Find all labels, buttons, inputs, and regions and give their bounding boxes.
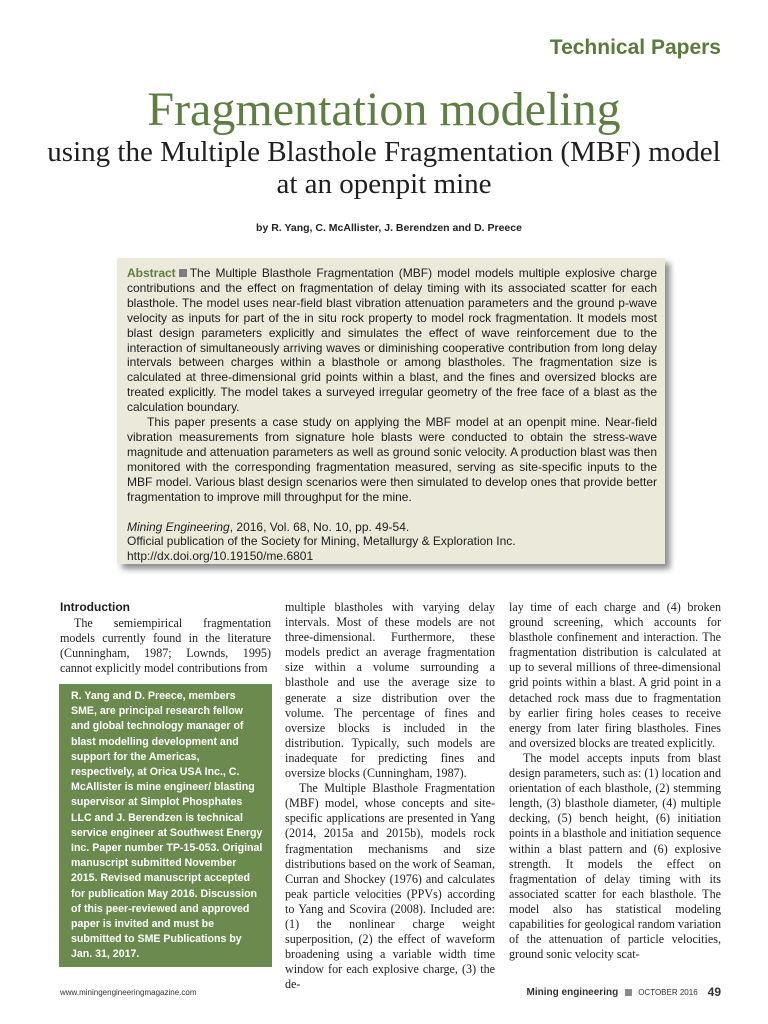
- body-paragraph: The semiempirical fragmentation models currently found in the literature (Cunningham, 1987; Lownds, 1995) cannot explicitly model contributions from: [60, 616, 271, 676]
- abstract-paragraph-2: This paper presents a case study on applying the MBF model at an openpit mine. Near-field vibration measurements from signature hole blasts were conducted to obtain the stress-wave magnitude and attenuation parameters as well as ground sonic velocity. A production blast was then monitored with the corresponding fragmentation measured, serving as site-specific inputs to the MBF model. Various blast design scenarios were then simulated to develop ones that provide better fragmentation to improve mill throughput for the mine.: [127, 415, 657, 504]
- footer-url[interactable]: www.miningengineeringmagazine.com: [60, 988, 197, 997]
- footer-right: [527, 985, 721, 999]
- abstract-citation: [127, 520, 657, 565]
- citation-journal: Mining Engineering: [127, 519, 230, 534]
- article-title: Fragmentation modeling: [147, 83, 621, 136]
- section-label: Technical Papers: [549, 36, 721, 59]
- footer-journal: Mining engineering: [526, 986, 619, 998]
- article-subtitle: using the Multiple Blasthole Fragmentation (MBF) model at an openpit mine: [47, 136, 721, 200]
- abstract-paragraph-1: [127, 266, 657, 415]
- body-paragraph: The model accepts inputs from blast design parameters, such as: (1) location and orientation of each blasthole, (2) stemming length, (3) blasthole diameter, (4) multiple decking, (5) bench height, (6) initiation points in a blasthole and initiation sequence within a blast pattern and (6) explosive strength. It models the effect on fragmentation of delay timing with its associated scatter for each blasthole. The model also has statistical modeling capabilities for geological random variation of the attenuation of particle velocities, ground sonic velocity scat-: [509, 750, 721, 962]
- citation-doi-link[interactable]: http://dx.doi.org/10.19150/me.6801: [127, 549, 314, 564]
- author-info-box: R. Yang and D. Preece, members SME, are principal research fellow and global technology manager of blast modelling development and support for the Americas, respectively, at Orica USA Inc., C. McAllister is mine engineer/ blasting supervisor at Simplot Phosphates LLC and J. Berendzen is technical service engineer at Southwest Energy Inc. Paper number TP-15-053. Original manuscript submitted November 2015. Revised manuscript accepted for publication May 2016. Discussion of this peer-reviewed and approved paper is invited and must be submitted to SME Publications by Jan. 31, 2017.: [59, 684, 272, 967]
- abstract-label: Abstract: [127, 266, 176, 280]
- body-column-2: [285, 600, 495, 992]
- introduction-heading: Introduction: [60, 600, 130, 614]
- body-column-1: [60, 600, 271, 676]
- abstract-box: [117, 258, 665, 564]
- footer-month: OCTOBER 2016: [638, 987, 698, 997]
- abstract-text-1: The Multiple Blasthole Fragmentation (MBF) model models multiple explosive charge contributions and the effect on fragmentation of delay timing with its associated scatter for each blasthole. The model uses near-field blast vibration attenuation parameters and the ground p-wave velocity as inputs for part of the in situ rock property to model rock fragmentation. It models most blast design parameters explicitly and simulates the effect of wave reinforcement due to the interaction of simultaneously arriving waves or diminishing cooperative contribution from long delay intervals between charges within a blasthole or among blastholes. The fragmentation size is calculated at three-dimensional grid points within a blast, and the fines and oversized blocks are treated explicitly. The model takes a surveyed irregular geometry of the free face of a blast as the calculation boundary.: [127, 266, 657, 415]
- citation-journal-line: [127, 520, 657, 535]
- body-paragraph: multiple blastholes with varying delay intervals. Most of these models are not three-dimensional. Furthermore, these models predict an average fragmentation size within a volume surrounding a blasthole and use the average size to generate a size distribution over the volume. The percentage of fines and oversize blocks is included in the distribution. Typically, such models are inadequate for predicting fines and oversize blocks (Cunningham, 1987).: [285, 600, 495, 781]
- body-paragraph: lay time of each charge and (4) broken ground screening, which accounts for blasthole confinement and interaction. The fragmentation distribution is calculated at up to several millions of three-dimensional grid points within a blast. A grid point in a detached rock mass due to fragmentation by earlier firing holes ceases to receive energy from later firing blastholes. Fines and oversized blocks are treated explicitly.: [509, 600, 721, 750]
- abstract-square-icon: [179, 269, 187, 277]
- article-authors: by R. Yang, C. McAllister, J. Berendzen and D. Preece: [256, 222, 522, 234]
- citation-volume: , 2016, Vol. 68, No. 10, pp. 49-54.: [229, 519, 410, 534]
- page-number: 49: [707, 985, 721, 999]
- footer-square-icon: [625, 989, 632, 996]
- citation-publisher: Official publication of the Society for Mining, Metallurgy & Exploration Inc.: [127, 534, 516, 549]
- body-column-3: [509, 600, 721, 962]
- body-paragraph: The Multiple Blasthole Fragmentation (MBF) model, whose concepts and site-specific applications are presented in Yang (2014, 2015a and 2015b), models rock fragmentation mechanisms and size distributions based on the work of Seaman, Curran and Shockey (1976) and calculates peak particle velocities (PPVs) according to Yang and Scovira (2008). Included are: (1) the nonlinear charge weight superposition, (2) the effect of waveform broadening using a variable width time window for each explosive charge, (3) the de-: [285, 781, 495, 992]
